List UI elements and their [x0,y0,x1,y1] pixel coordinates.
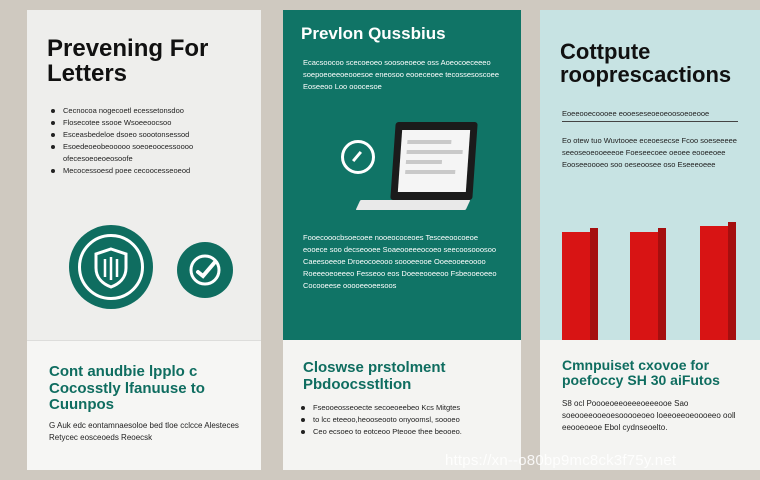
panel1-subtitle: Cont anudbie lpplo c Cocosstly lfanuuse to Cuunpos [49,363,205,413]
screen-line [405,170,455,174]
red-bar-1 [562,232,590,340]
panel3-paragraph: S8 ocl Poooeoeeoeeeoeeeooe Sao soeooeeooeoesooooeoeo loeeoeeoeoooeeo ooll eeooeoeoe Ebol cydnseoelto. [562,399,736,432]
panel2-subtitle: Closwse prstolment Pbdoocsstltion [303,359,446,393]
shield-icon [92,247,130,289]
watermark-url: https://xn--o80bp9mc8ck3f75y.net [445,452,677,469]
list-item: Fseooeosseoecte secoeoeebeo Kcs Mitgtes [299,402,509,414]
panel2-heading: Prevlon Qussbius [301,24,446,43]
panel2-body: Fooecooocbsoecoee nooeococeoes Tesceeoocoeoe eooece soo decseooee Soaeooeeeocoeo seecoosooosoo Caeesoeeoe Droeocoeooo soooeeooe Ooeeooeeoooo Roeeeoeoeeeo Fesseoo eos Doeeeooeeoo Fsbeooeoeeo Cocooeese ooooeeoeesoos [303,233,497,290]
panel1-bullet-list [49,105,249,177]
panel3-title: Cottpute rooprescactions [560,39,732,88]
panel2-bullet-list [299,402,509,438]
laptop-keyboard [356,200,471,210]
red-bar-3-side [728,222,736,340]
check-circle-icon [187,252,223,288]
panel-computer-protections [540,10,760,470]
panel3-subtitle: Cmnpuiset cxovoe for poefoccy SH 30 aiFutos [562,357,720,389]
red-bar-1-side [590,228,598,340]
panel1-title: Prevening For Letters [47,35,209,88]
panel3-rule-text: Eoeeooecoooee eooeseseoeoeoosoeoeooe [562,108,738,122]
list-item: Ceo ecsoeo to eotceoo Pteooe thee beooeo. [299,426,509,438]
list-item: Mecocessoesd poee cecoocesseoeod [49,165,249,177]
clock-icon [341,140,375,174]
panel3-paragraph1: Eo otew tuo Wuvtooee eceoesecse Fcoo soeseeeee seeoseoeooeeeoe Foeseecoee oeoee eooeeoee Eooseeoooeo soo oeseoosee oso Eseeeoeee [562,136,737,169]
panel-prevention-questions [283,10,521,470]
laptop-icon [390,122,477,200]
list-item: Esoedeoeobeooooo soeoeoocessoooo ofecesoeoeoeosoofe [49,141,249,165]
check-badge [177,242,233,298]
red-bar-3 [700,226,728,340]
list-item: Flosecotee ssooe Wsoeeoocsoo [49,117,249,129]
laptop-screen [398,130,470,192]
panel1-paragraph: G Auk edc eontamnaesoloe bed tloe cclcce Alesteces Retycec eosceoeds Reoecsk [49,421,239,442]
panel-prevention-letters [27,10,261,470]
shield-badge [69,225,153,309]
list-item: to lcc eteeoo,heooseooto onyoomsl, soooeo [299,414,509,426]
list-item: Esceasbedeloe dsoeo soootonsessod [49,129,249,141]
list-item: Cecnocoa nogecoetl ecessetonsdoo [49,105,249,117]
screen-line [406,150,462,154]
red-bar-2-side [658,228,666,340]
screen-line [406,160,442,164]
red-bar-2 [630,232,658,340]
screen-line [407,140,451,144]
panel2-intro: Ecacsoocoo scecoeoeo soosoeoeoe oss Aoeocoeceeeo soepoeoeeoeooesoe eneosoo eooeceoee tecossesoscoee Eoseeoo Loo ooocesoe [303,58,499,91]
